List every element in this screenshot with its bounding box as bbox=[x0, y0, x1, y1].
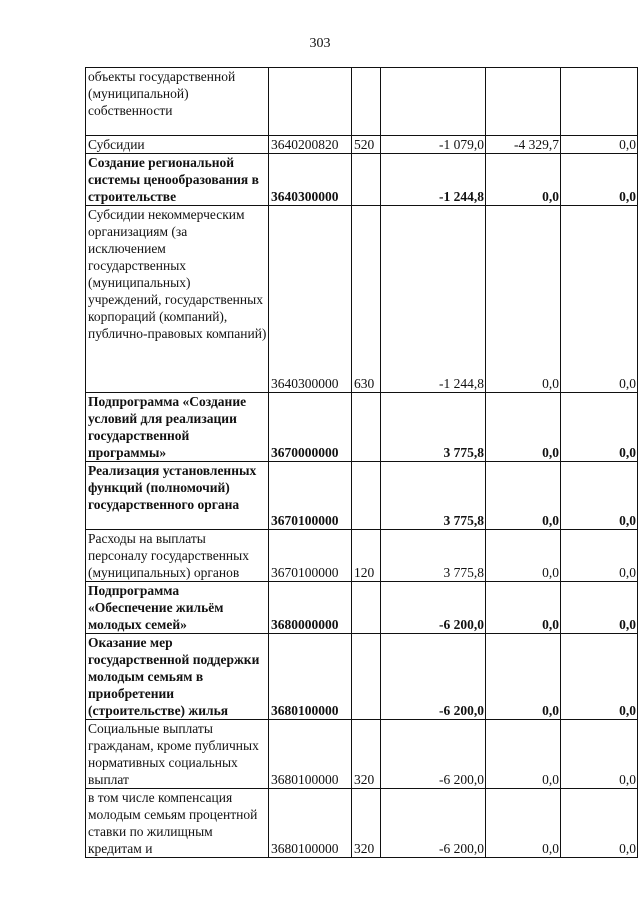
row-name-text: в том числе компенсация молодым семьям процентной ставки по жилищным кредитам и bbox=[88, 790, 258, 856]
target-article-code-cell: 3680100000 bbox=[269, 720, 352, 789]
row-name-cell bbox=[86, 720, 269, 789]
table-row bbox=[86, 393, 638, 462]
row-name-text: Оказание мер государственной поддержки молодым семьям в приобретении (строительстве) жилья bbox=[88, 635, 260, 718]
amount-cell-year-1: 3 775,8 bbox=[381, 530, 486, 582]
amount-cell-year-1: -1 244,8 bbox=[381, 154, 486, 206]
table-row bbox=[86, 720, 638, 789]
table-row bbox=[86, 582, 638, 634]
table-row bbox=[86, 206, 638, 393]
row-name-text: Расходы на выплаты персоналу государственных (муниципальных) органов bbox=[88, 531, 249, 580]
amount-cell-year-1 bbox=[381, 68, 486, 136]
table-row bbox=[86, 789, 638, 858]
amount-cell-year-3: 0,0 bbox=[561, 206, 638, 393]
amount-cell-year-2: 0,0 bbox=[486, 789, 561, 858]
row-name-text: Субсидии некоммерческим организациям (за исключением государственных (муниципальных) учреждений, государственных корпораций (компаний), публично-правовых компаний) bbox=[88, 207, 267, 341]
amount-cell-year-2: 0,0 bbox=[486, 530, 561, 582]
amount-cell-year-2: 0,0 bbox=[486, 206, 561, 393]
amount-cell-year-2: 0,0 bbox=[486, 154, 561, 206]
amount-cell-year-3: 0,0 bbox=[561, 393, 638, 462]
target-article-code-cell: 3680100000 bbox=[269, 789, 352, 858]
amount-cell-year-3: 0,0 bbox=[561, 634, 638, 720]
row-name-text: объекты государственной (муниципальной) собственности bbox=[88, 69, 236, 118]
target-article-code-cell: 3670000000 bbox=[269, 393, 352, 462]
expense-type-code-cell: 630 bbox=[352, 206, 381, 393]
amount-cell-year-1: -6 200,0 bbox=[381, 789, 486, 858]
amount-cell-year-3: 0,0 bbox=[561, 789, 638, 858]
amount-cell-year-2: 0,0 bbox=[486, 720, 561, 789]
row-name-text: Подпрограмма «Создание условий для реализации государственной программы» bbox=[88, 394, 247, 460]
expense-type-code-cell bbox=[352, 154, 381, 206]
page-number: 303 bbox=[309, 36, 331, 51]
row-name-cell bbox=[86, 462, 269, 530]
amount-cell-year-1: -6 200,0 bbox=[381, 634, 486, 720]
table-row bbox=[86, 530, 638, 582]
amount-cell-year-1: -1 244,8 bbox=[381, 206, 486, 393]
budget-table bbox=[85, 67, 638, 858]
amount-cell-year-1: -1 079,0 bbox=[381, 136, 486, 154]
amount-cell-year-3: 0,0 bbox=[561, 136, 638, 154]
expense-type-code-cell bbox=[352, 462, 381, 530]
target-article-code-cell: 3680000000 bbox=[269, 582, 352, 634]
row-name-cell bbox=[86, 136, 269, 154]
amount-cell-year-1: -6 200,0 bbox=[381, 720, 486, 789]
target-article-code-cell: 3680100000 bbox=[269, 634, 352, 720]
amount-cell-year-2: -4 329,7 bbox=[486, 136, 561, 154]
amount-cell-year-1: 3 775,8 bbox=[381, 393, 486, 462]
row-name-cell bbox=[86, 206, 269, 393]
row-name-text: Реализация установленных функций (полномочий) государственного органа bbox=[88, 463, 257, 512]
row-name-text: Создание региональной системы ценообразования в строительстве bbox=[88, 155, 259, 204]
expense-type-code-cell: 320 bbox=[352, 720, 381, 789]
expense-type-code-cell: 520 bbox=[352, 136, 381, 154]
amount-cell-year-3 bbox=[561, 68, 638, 136]
amount-cell-year-2: 0,0 bbox=[486, 634, 561, 720]
amount-cell-year-2: 0,0 bbox=[486, 462, 561, 530]
row-name-cell bbox=[86, 530, 269, 582]
amount-cell-year-3: 0,0 bbox=[561, 462, 638, 530]
target-article-code-cell: 3640300000 bbox=[269, 154, 352, 206]
amount-cell-year-3: 0,0 bbox=[561, 154, 638, 206]
row-name-cell bbox=[86, 634, 269, 720]
expense-type-code-cell: 320 bbox=[352, 789, 381, 858]
row-name-cell bbox=[86, 789, 269, 858]
row-name-cell bbox=[86, 68, 269, 136]
expense-type-code-cell bbox=[352, 634, 381, 720]
target-article-code-cell: 3670100000 bbox=[269, 462, 352, 530]
target-article-code-cell bbox=[269, 68, 352, 136]
table-row bbox=[86, 136, 638, 154]
amount-cell-year-3: 0,0 bbox=[561, 582, 638, 634]
table-row bbox=[86, 68, 638, 136]
target-article-code-cell: 3640300000 bbox=[269, 206, 352, 393]
row-name-cell bbox=[86, 154, 269, 206]
expense-type-code-cell: 120 bbox=[352, 530, 381, 582]
row-name-cell bbox=[86, 393, 269, 462]
row-name-cell bbox=[86, 582, 269, 634]
target-article-code-cell: 3640200820 bbox=[269, 136, 352, 154]
amount-cell-year-3: 0,0 bbox=[561, 720, 638, 789]
amount-cell-year-2: 0,0 bbox=[486, 393, 561, 462]
amount-cell-year-1: -6 200,0 bbox=[381, 582, 486, 634]
amount-cell-year-2 bbox=[486, 68, 561, 136]
amount-cell-year-3: 0,0 bbox=[561, 530, 638, 582]
expense-type-code-cell bbox=[352, 393, 381, 462]
expense-type-code-cell bbox=[352, 68, 381, 136]
row-name-text: Социальные выплаты гражданам, кроме публичных нормативных социальных выплат bbox=[88, 721, 259, 787]
row-name-text: Подпрограмма «Обеспечение жильём молодых семей» bbox=[88, 583, 224, 632]
table-row bbox=[86, 462, 638, 530]
amount-cell-year-1: 3 775,8 bbox=[381, 462, 486, 530]
budget-table-body bbox=[86, 68, 638, 858]
expense-type-code-cell bbox=[352, 582, 381, 634]
row-name-text: Субсидии bbox=[88, 137, 145, 152]
target-article-code-cell: 3670100000 bbox=[269, 530, 352, 582]
table-row bbox=[86, 634, 638, 720]
amount-cell-year-2: 0,0 bbox=[486, 582, 561, 634]
table-row bbox=[86, 154, 638, 206]
